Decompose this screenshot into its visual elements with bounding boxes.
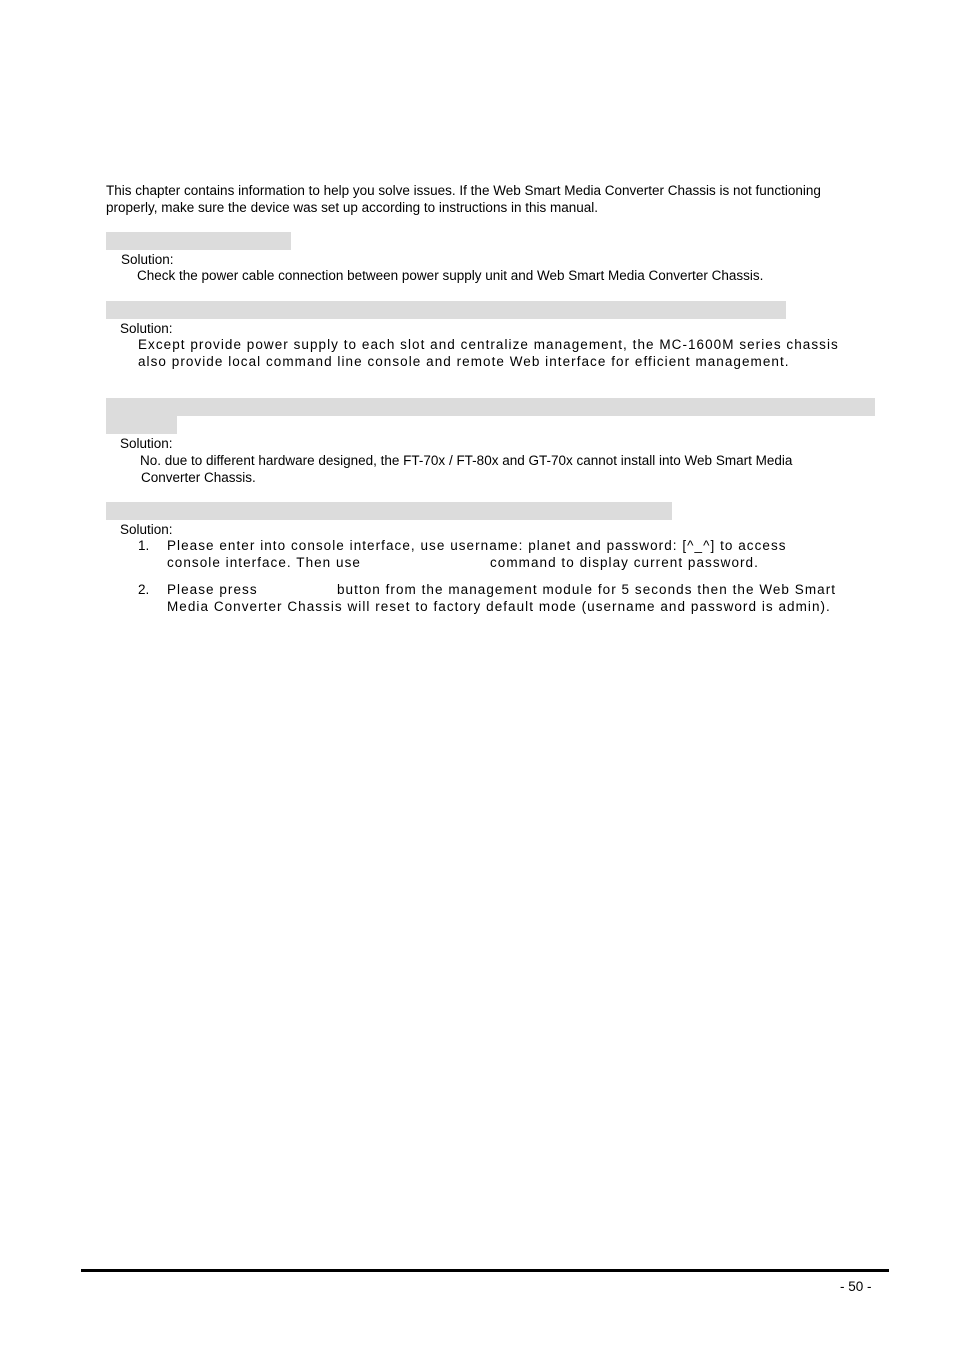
solution-4-label: Solution: [120,522,173,537]
question-4-highlight [106,502,672,520]
list-item-2-line-1a: Please press [167,582,258,597]
question-3-highlight-line-2 [106,416,177,434]
solution-1-label: Solution: [121,252,174,267]
page-number: - 50 - [840,1279,872,1294]
list-item-2-line-2: Media Converter Chassis will reset to factory default mode (username and password is admin). [167,599,831,614]
solution-2-line-2: also provide local command line console and remote Web interface for efficient management. [138,354,790,369]
list-item-1-number: 1. [138,538,150,553]
list-item-2-number: 2. [138,582,150,597]
solution-2-line-1: Except provide power supply to each slot and centralize management, the MC-1600M series chassis [138,337,839,352]
list-item-1-line-2b: command to display current password. [490,555,759,570]
solution-2-label: Solution: [120,321,173,336]
intro-line-1: This chapter contains information to help you solve issues. If the Web Smart Media Converter Chassis is not functioning [106,183,821,198]
intro-line-2: properly, make sure the device was set up according to instructions in this manual. [106,200,598,215]
list-item-1-line-1: Please enter into console interface, use username: planet and password: [^_^] to access [167,538,787,553]
solution-3-line-1: No. due to different hardware designed, the FT-70x / FT-80x and GT-70x cannot install into Web Smart Media [140,453,793,468]
footer-rule [81,1269,889,1272]
question-1-highlight [106,232,291,250]
question-3-highlight-line-1 [106,398,875,416]
solution-1-line-1: Check the power cable connection between power supply unit and Web Smart Media Converter Chassis. [137,268,764,283]
solution-3-line-2: Converter Chassis. [141,470,256,485]
list-item-2-line-1b: button from the management module for 5 seconds then the Web Smart [337,582,837,597]
question-2-highlight [106,301,786,319]
solution-3-label: Solution: [120,436,173,451]
list-item-1-line-2a: console interface. Then use [167,555,361,570]
